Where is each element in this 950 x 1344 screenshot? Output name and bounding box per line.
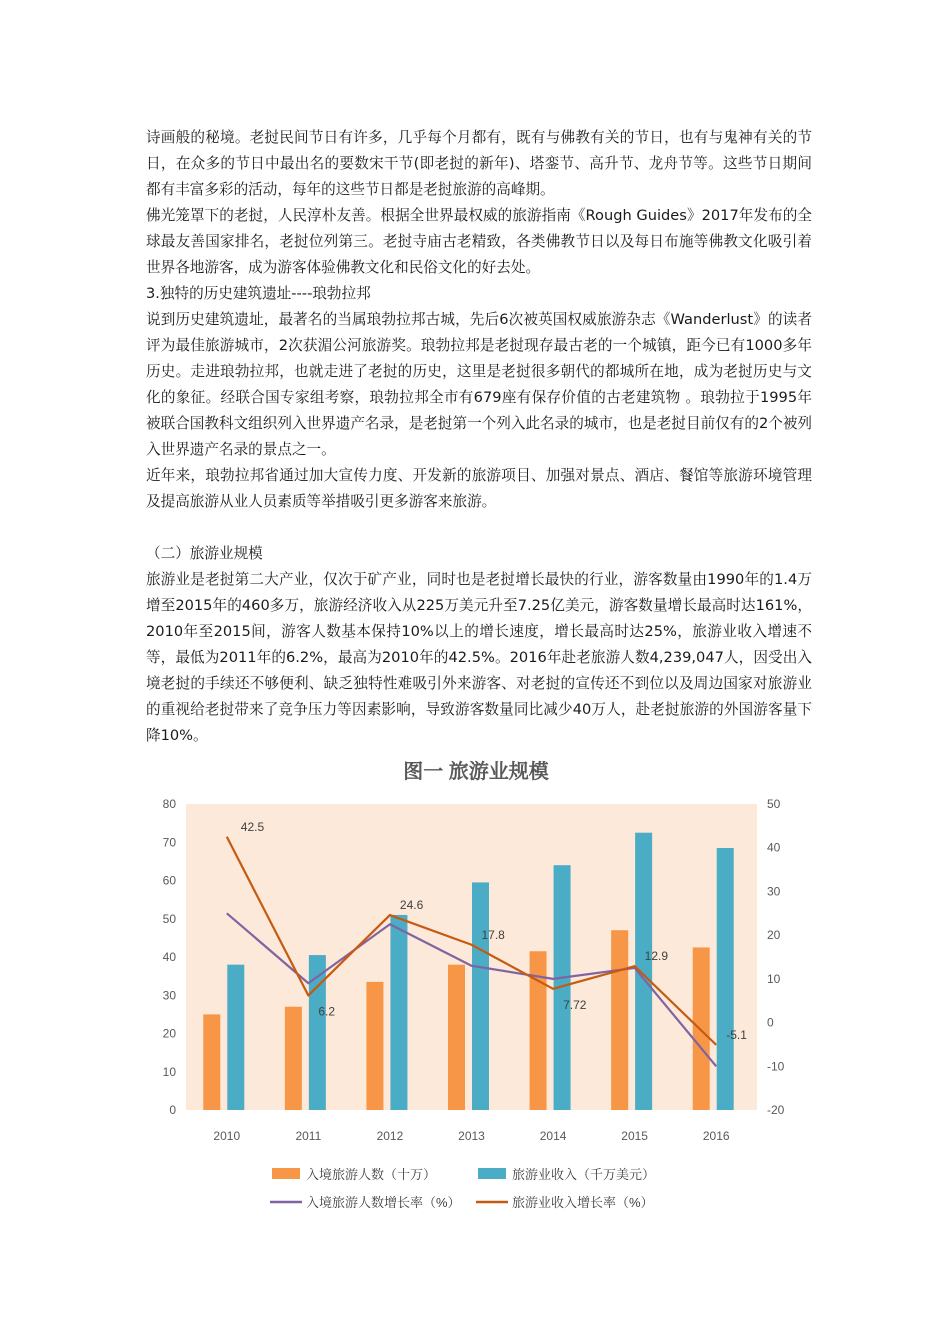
left-axis-tick-label: 80 [162, 797, 176, 811]
bar-visitors [366, 982, 383, 1110]
category-label: 2016 [702, 1129, 730, 1143]
data-label: 17.8 [481, 927, 505, 942]
bar-revenue [717, 848, 734, 1110]
left-axis-tick-label: 0 [169, 1103, 176, 1117]
chart-title: 图一 旅游业规模 [403, 761, 549, 783]
left-axis-tick-label: 50 [162, 911, 176, 926]
data-label: -5.1 [726, 1027, 747, 1042]
legend-label: 入境旅游人数（十万） [306, 1167, 437, 1182]
category-labels [213, 1129, 729, 1143]
left-axis-tick-label: 60 [162, 873, 176, 888]
bar-revenue [472, 882, 489, 1110]
category-label: 2013 [458, 1129, 485, 1143]
paragraph-tourism-scale: 旅游业是老挝第二大产业，仅次于矿产业，同时也是老挝增长最快的行业，游客数量由1990年的1.4万增至2015年的460多万，旅游经济收入从225万美元升至7.25亿美元，游客数量增长最高时达161%，2010年至2015间，游客人数基本保持10%以上的增长速度，增长最高时达25%，旅游业收入增速不等，最低为2011年的6.2%，最高为2010年的42.5%。2016年赴老旅游人数4,239,047人，因受出入境老挝的手续还不够便利、缺乏独特性难吸引外来游客、对老挝的宣传还不到位以及周边国家对旅游业的重视给老挝带来了竞争压力等因素影响，导致游客数量同比减少40万人，赴老挝旅游的外国游客量下降10%。 [146, 571, 812, 744]
left-axis-tick-label: 40 [162, 950, 176, 964]
paragraph-luang-prabang: 说到历史建筑遗址，最著名的当属琅勃拉邦古城，先后6次被英国权威旅游杂志《Wanderlust》的读者评为最佳旅游城市，2次获湄公河旅游奖。琅勃拉邦是老挝现存最古老的一个城镇，距今已有1000多年历史。走进琅勃拉邦，也就走进了老挝的历史，这里是老挝很多朝代的都城所在地，成为老挝历史与文化的象征。经联合国专家组考察，琅勃拉邦全市有679座有保存价值的古老建筑物 。琅勃拉于1995年被联合国教科文组织列入世界遗产名录，是老挝第一个列入此名录的城市，也是老挝目前仅有的2个被列入世界遗产名录的景点之一。 [146, 311, 813, 458]
right-axis-tick-label: 50 [767, 797, 781, 811]
bar-revenue [309, 955, 326, 1110]
legend-swatch [478, 1168, 506, 1179]
right-axis-tick-label: 20 [767, 928, 781, 943]
data-label: 6.2 [318, 1004, 336, 1019]
category-label: 2012 [376, 1129, 404, 1143]
category-label: 2014 [539, 1129, 567, 1143]
section-heading-tourism-scale: （二）旅游业规模 [146, 545, 263, 562]
left-axis-tick-label: 30 [162, 988, 176, 1003]
bar-visitors [203, 1014, 220, 1110]
right-axis-tick-label: -20 [767, 1103, 785, 1117]
plot-area [186, 804, 757, 1110]
legend-swatch [272, 1168, 300, 1179]
right-axis-tick-label: -10 [767, 1059, 785, 1074]
bar-revenue [227, 965, 244, 1110]
paragraph-recent-measures: 近年来，琅勃拉邦省通过加大宣传力度、开发新的旅游项目、加强对景点、酒店、餐馆等旅游环境管理及提高旅游从业人员素质等举措吸引更多游客来旅游。 [146, 467, 812, 510]
legend-label: 旅游业收入增长率（%） [512, 1195, 654, 1210]
right-axis-tick-label: 10 [767, 971, 781, 986]
left-axis-tick-label: 20 [162, 1026, 176, 1041]
category-label: 2011 [295, 1129, 322, 1143]
bar-visitors [693, 947, 710, 1110]
data-label: 42.5 [240, 819, 265, 834]
bar-visitors [285, 1007, 302, 1110]
right-axis-ticks [767, 797, 785, 1117]
left-axis-tick-label: 10 [162, 1064, 176, 1079]
category-label: 2010 [213, 1129, 241, 1143]
chart-legend [270, 1167, 655, 1210]
bar-visitors [448, 965, 465, 1110]
section-heading-heritage: 3.独特的历史建筑遗址----琅勃拉邦 [146, 285, 371, 302]
data-label: 12.9 [644, 949, 669, 964]
tourism-chart [142, 746, 810, 1226]
paragraph-festivals: 诗画般的秘境。老挝民间节日有许多，几乎每个月都有，既有与佛教有关的节日，也有与鬼神有关的节日，在众多的节日中最出名的要数宋干节(即老挝的新年)、塔銮节、高升节、龙舟节等。这些节日期间都有丰富多彩的活动，每年的这些节日都是老挝旅游的高峰期。 [146, 129, 812, 198]
paragraph-buddhism: 佛光笼罩下的老挝，人民淳朴友善。根据全世界最权威的旅游指南《Rough Guides》2017年发布的全球最友善国家排名，老挝位列第三。老挝寺庙古老精致，各类佛教节日以及每日布施等佛教文化吸引着世界各地游客，成为游客体验佛教文化和民俗文化的好去处。 [146, 207, 812, 276]
right-axis-tick-label: 0 [767, 1015, 774, 1030]
legend-label: 旅游业收入（千万美元） [512, 1167, 656, 1182]
body-text [146, 125, 812, 749]
right-axis-tick-label: 40 [767, 840, 781, 855]
left-axis-ticks [163, 797, 177, 1117]
legend-label: 入境旅游人数增长率（%） [306, 1195, 461, 1210]
category-label: 2015 [621, 1129, 648, 1143]
data-label: 24.6 [399, 898, 424, 913]
tourism-chart-svg [142, 746, 810, 1226]
bar-visitors [611, 930, 628, 1110]
right-axis-tick-label: 30 [767, 884, 781, 899]
data-label: 7.72 [563, 997, 587, 1012]
bar-revenue [390, 915, 407, 1110]
left-axis-tick-label: 70 [162, 835, 176, 850]
